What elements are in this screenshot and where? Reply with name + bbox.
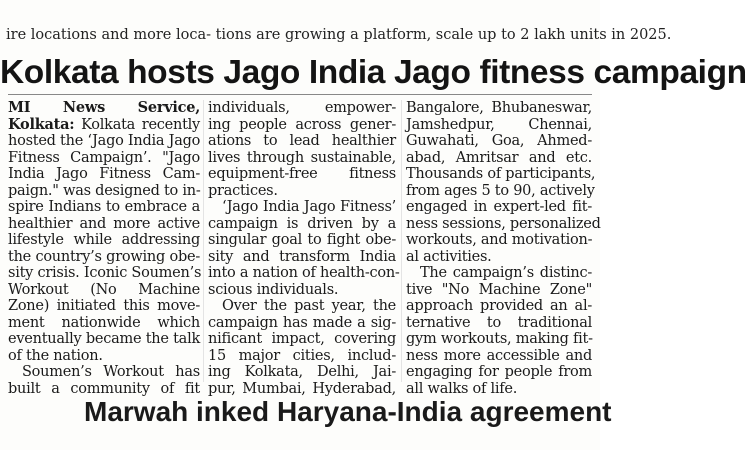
- article-text-line: campaign has made a sig-: [208, 314, 396, 331]
- column-separator: [203, 100, 204, 382]
- article-text-line: Bangalore, Bhubaneswar,: [406, 100, 592, 116]
- article-text-line: Soumen’s Workout has: [22, 364, 200, 380]
- article-text-line: India Jago Fitness Cam-: [8, 166, 200, 182]
- article-text-line: hosted the ‘Jago India Jago: [8, 133, 201, 149]
- article-text-line: The campaign’s distinc-: [420, 265, 592, 281]
- article-text-line: engaging for people from: [406, 364, 592, 380]
- article-text-line: healthier and more active: [8, 215, 200, 232]
- article-text-line: eventually became the talk: [8, 331, 200, 347]
- article-text-line: singular goal to fight obe-: [208, 232, 396, 248]
- article-text-line: from ages 5 to 90, actively: [406, 182, 595, 199]
- article-text-line: ternative to traditional: [406, 314, 592, 331]
- article-text-line: Jamshedpur, Chennai,: [406, 116, 592, 133]
- article-text-line: MI News Service,: [8, 99, 200, 116]
- article-text-line: sity and transform India: [208, 248, 396, 265]
- previous-article-text: ire locations and more loca- tions are growing a platform, scale up to 2 lakh units in 2025.: [6, 27, 672, 43]
- article-text-line: ing Kolkata, Delhi, Jai-: [208, 364, 396, 380]
- article-text-line: workouts, and motivation-: [406, 232, 593, 248]
- article-text-line: ment nationwide which: [8, 314, 200, 331]
- article-text-line: campaign is driven by a: [208, 215, 396, 232]
- dateline: Kolkata:: [8, 115, 75, 133]
- article-text-line: all walks of life.: [406, 380, 518, 397]
- article-text-line: practices.: [208, 182, 278, 199]
- article-text-line: Workout (No Machine: [8, 281, 200, 298]
- article-column-2: [208, 100, 400, 397]
- column-separator: [401, 100, 402, 382]
- article-text-line: ations to lead healthier: [208, 133, 396, 149]
- article-text-line: Fitness Campaign’. "Jago: [8, 149, 200, 166]
- headline-rule: [8, 94, 592, 95]
- article-text-line: lives through sustainable,: [208, 149, 396, 166]
- article-text-line: gym workouts, making fit-: [406, 331, 593, 347]
- article-text-line: scious individuals.: [208, 281, 339, 298]
- article-text-line: ness more accessible and: [406, 347, 592, 364]
- article-headline: Kolkata hosts Jago India Jago fitness campaign: [0, 54, 747, 91]
- article-text-line: Kolkata: Kolkata recently: [8, 115, 200, 133]
- article-text-line: abad, Amritsar and etc.: [406, 149, 592, 166]
- article-text-line: tive "No Machine Zone": [406, 281, 592, 298]
- article-text-line: spire Indians to embrace a: [8, 199, 200, 215]
- article-text-line: ing people across gener-: [208, 116, 396, 133]
- article-text-line: sity crisis. Iconic Soumen’s: [8, 265, 202, 281]
- article-text-line: individuals, empower-: [208, 100, 396, 116]
- previous-article-cutoff-text: [6, 27, 672, 48]
- article-text-line: equipment-free fitness: [208, 166, 396, 182]
- article-text-line: nificant impact, covering: [208, 331, 396, 347]
- next-article-cutoff-headline: [6, 394, 612, 427]
- article-text-line: ness sessions, personalized: [406, 215, 601, 232]
- article-text-line: into a nation of health-con-: [208, 265, 400, 281]
- article-text-line: built a community of fit: [8, 380, 200, 397]
- article-column-1: [8, 100, 200, 397]
- article-text-line: Guwahati, Goa, Ahmed-: [406, 133, 592, 149]
- article-text-line: engaged in expert-led fit-: [406, 199, 592, 215]
- article-text-line: al activities.: [406, 248, 492, 265]
- article-text-line: Over the past year, the: [222, 298, 396, 314]
- article-text-line: lifestyle while addressing: [8, 232, 200, 248]
- article-text-line: pur, Mumbai, Hyderabad,: [208, 380, 396, 397]
- article-text-line: 15 major cities, includ-: [208, 347, 396, 364]
- article-text-line: ‘Jago India Jago Fitness’: [222, 199, 396, 215]
- next-article-headline: Marwah inked Haryana-India agreement: [84, 396, 612, 427]
- article-text-line: of the nation.: [8, 347, 103, 364]
- article-text-line: paign." was designed to in-: [8, 182, 201, 199]
- article-text-line: the country’s growing obe-: [8, 248, 200, 265]
- article-column-3: [406, 100, 601, 397]
- article-text-line: approach provided an al-: [406, 298, 592, 314]
- article-text-line: Thousands of participants,: [406, 166, 596, 182]
- article-text-line: Zone) initiated this move-: [8, 298, 200, 314]
